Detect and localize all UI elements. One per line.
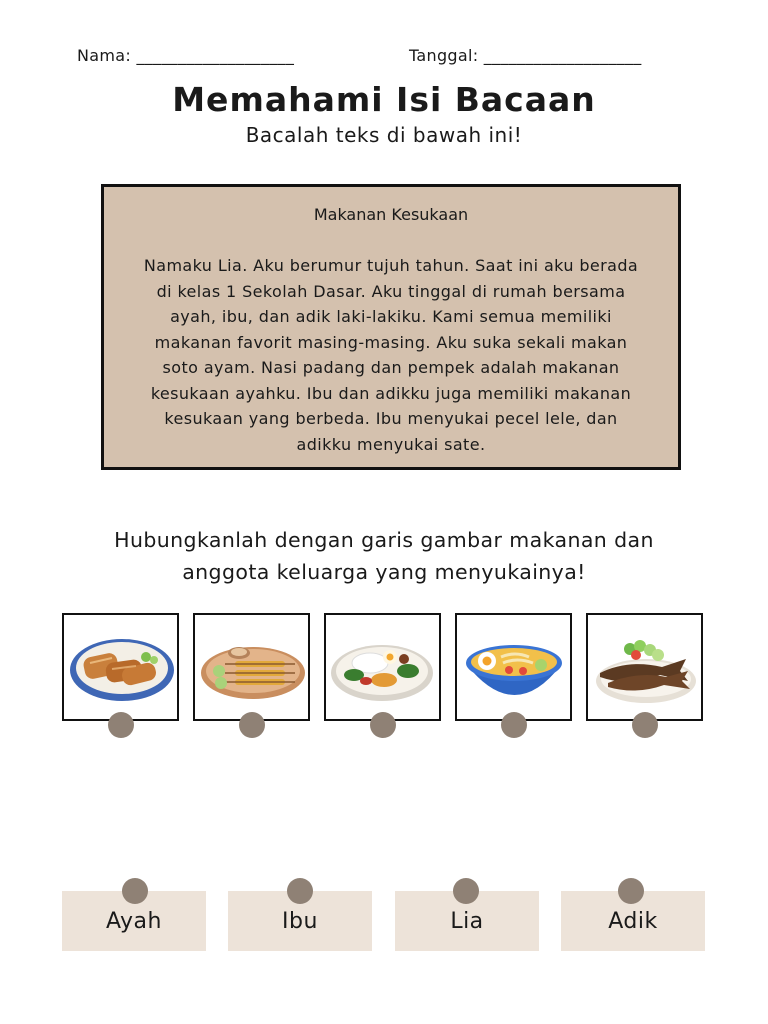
pecel-lele-icon <box>588 615 701 719</box>
date-field[interactable]: Tanggal: ___________________ <box>409 46 642 65</box>
story-line: kesukaan yang berbeda. Ibu menyukai pecel lele, dan <box>164 409 618 428</box>
family-label: Ibu <box>282 908 318 934</box>
story-title: Makanan Kesukaan <box>313 205 469 224</box>
family-label: Adik <box>608 908 658 934</box>
food-card-nasi-padang <box>324 613 441 721</box>
story-line: soto ayam. Nasi padang dan pempek adalah makanan <box>162 358 620 377</box>
page-title: Memahami Isi Bacaan <box>172 80 596 119</box>
story-line: di kelas 1 Sekolah Dasar. Aku tinggal di rumah bersama <box>156 281 626 301</box>
pempek-icon <box>64 615 177 719</box>
instruction <box>0 524 768 588</box>
food-card-sate <box>193 613 310 721</box>
food-card-soto-ayam <box>455 613 572 721</box>
family-connector-dot[interactable] <box>618 878 644 904</box>
story-line: makanan favorit masing-masing. Aku suka sekali makan <box>154 332 628 352</box>
food-connector-dot[interactable] <box>632 712 658 738</box>
food-connector-dot[interactable] <box>108 712 134 738</box>
nasi-padang-icon <box>326 615 439 719</box>
food-card-pempek <box>62 613 179 721</box>
food-connector-dot[interactable] <box>239 712 265 738</box>
family-connector-dot[interactable] <box>453 878 479 904</box>
story-line: kesukaan ayahku. Ibu dan adikku juga memiliki makanan <box>150 383 632 403</box>
instruction-line: Hubungkanlah dengan garis gambar makanan dan <box>114 528 654 552</box>
story-line: Namaku Lia. Aku berumur tujuh tahun. Saat ini aku berada <box>143 256 639 275</box>
food-connector-dot[interactable] <box>501 712 527 738</box>
food-connector-dot[interactable] <box>370 712 396 738</box>
family-connector-dot[interactable] <box>122 878 148 904</box>
soto-ayam-icon <box>457 615 570 719</box>
story-box <box>101 184 681 470</box>
page-subtitle: Bacalah teks di bawah ini! <box>245 123 523 147</box>
family-connector-dot[interactable] <box>287 878 313 904</box>
name-field[interactable]: Nama: ___________________ <box>77 46 295 65</box>
family-label: Lia <box>450 908 484 934</box>
family-label: Ayah <box>105 908 162 934</box>
instruction-line: anggota keluarga yang menyukainya! <box>182 560 586 584</box>
story-body <box>118 253 664 457</box>
story-line: adikku menyukai sate. <box>296 434 486 454</box>
sate-icon <box>195 615 308 719</box>
food-card-pecel-lele <box>586 613 703 721</box>
story-line: ayah, ibu, dan adik laki-lakiku. Kami semua memiliki <box>170 307 612 326</box>
